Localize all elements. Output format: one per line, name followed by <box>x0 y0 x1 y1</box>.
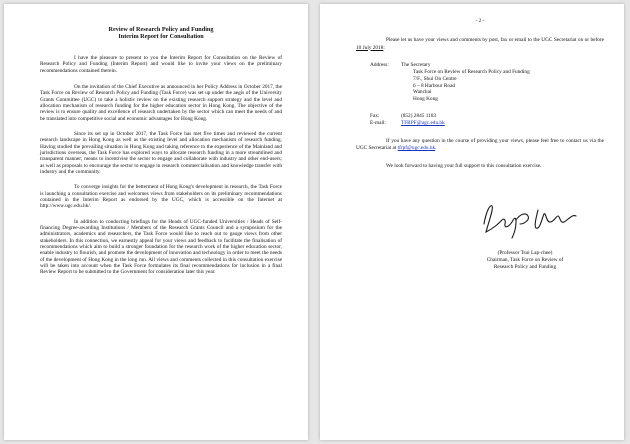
signer-name: (Professor Tsui Lap-chee) <box>497 250 553 257</box>
paragraph-submission <box>356 37 604 52</box>
document-title <box>40 26 282 41</box>
paragraph-questions <box>356 138 604 153</box>
address-line: Task Force on Review of Research Policy and Funding <box>413 68 530 75</box>
questions-email-link[interactable]: tfrpf@ugc.edu.hk <box>397 145 436 152</box>
submission-text-end: : <box>383 44 385 51</box>
contact-block <box>370 113 604 127</box>
signature-area <box>356 180 604 250</box>
questions-text-end: . <box>435 145 437 152</box>
address-line: Hong Kong <box>413 96 438 103</box>
paragraph-briefings: In addition to conducting briefings for the Heads of UGC-funded Universities / Heads of Self-financing Degree-awarding Institutions / Members of the Research Grants Council and a symposium for the administrators, academics and researchers, the Task Force would like to reach out to gauge views from other stakeholders. In this connection, we earnestly appeal for your views and feedback to facilitate the finalisation of recommendations which aim to build a stronger foundation for the research work of the higher education sector, enable industry to flourish, and promote the development of innovation and technology in order to meet the needs of the development of Hong Kong in the long run. All views and comments collected in this consultation exercise will be taken into account when the Task Force formulates its final recommendations for inclusion in a final Review Report to be submitted to the Government for consideration later this year. <box>40 218 282 276</box>
fax-row <box>370 113 604 120</box>
questions-text: If you have any question in the course of providing your views, please feel free to contact us via the UGC Secretariat at <box>356 137 604 152</box>
paragraph-closing: We look forward to having your full support to this consultation exercise. <box>386 162 542 169</box>
page-number: - 2 - <box>475 18 485 24</box>
address-line: 6 – 8 Harbour Road <box>413 82 456 89</box>
email-label: E-mail: <box>370 119 386 126</box>
signer-title: Chairman, Task Force on Review of <box>486 257 564 264</box>
paragraph-work-progress: Since its set up in October 2017, the Task Force has met five times and reviewed the current research landscape in Hong Kong as well as the existing level and allocation mechanism of research funding. Having studied the prevailing situation in Hong Kong and taking reference to the experience of the Mainland and jurisdictions overseas, the Task Force has explored ways to allocate research funding in a more streamlined and transparent manner; means to incentivise the sector to engage and collaborate with industry and other end-users; as well as proposals to encourage the sector to engage in research commercialisation and knowledge transfer with industry and the community. <box>40 130 282 175</box>
address-label: Address: <box>370 62 389 69</box>
title-line-1: Review of Research Policy and Funding <box>108 26 214 33</box>
fax-number: (852) 2845 1183 <box>401 112 437 119</box>
paragraph-introduction: I have the pleasure to present to you the Interim Report for Consultation on the Review of Research Policy and Funding (Interim Report) and would like to invite your views on the preliminary recommendations contained therein. <box>40 54 282 74</box>
paragraph-task-force-setup: On the invitation of the Chief Executive as announced in her Policy Address in October 2017, the Task Force on Review of Research Policy and Funding (Task Force) was set up under the aegis of the University Grants Committee (UGC) to take a holistic review on the existing research support strategy and the level and allocation mechanism of research funding for the higher education sector in Hong Kong. The objective of the review is to ensure quality and excellence of research undertaken by the sector which can meet the needs of and be translated into competitive social and economic advantages for Hong Kong. <box>40 83 282 122</box>
deadline-date: 10 July 2018 <box>356 44 384 51</box>
document-page-1 <box>4 4 308 440</box>
address-lines <box>401 62 530 103</box>
paragraph-consultation: To converge insights for the betterment of Hong Kong's development in research, the Task Force is launching a consultation exercise and welcomes views from stakeholders on its preliminary recommendations contained in the Interim Report as endorsed by the UGC, which is accessible on the Internet at http://www.ugc.edu.hk/. <box>40 184 282 210</box>
signer-block <box>446 250 604 270</box>
title-line-2: Interim Report for Consultation <box>118 33 204 41</box>
document-page-2 <box>320 4 624 440</box>
address-line: The Secretary <box>401 62 431 69</box>
email-row <box>370 120 604 127</box>
address-block <box>370 62 604 103</box>
submission-text: Please let us have your views and comments by post, fax or email to the UGC Secretariat on or before <box>386 37 604 43</box>
fax-label: Fax: <box>370 112 380 119</box>
signer-title: Research Policy and Funding <box>493 263 557 270</box>
handwritten-signature <box>476 194 596 239</box>
email-link[interactable]: TFRPF@ugc.edu.hk <box>401 119 445 126</box>
address-line: 7/F., Shui On Centre <box>413 75 457 82</box>
address-line: Wanchai <box>413 89 432 96</box>
